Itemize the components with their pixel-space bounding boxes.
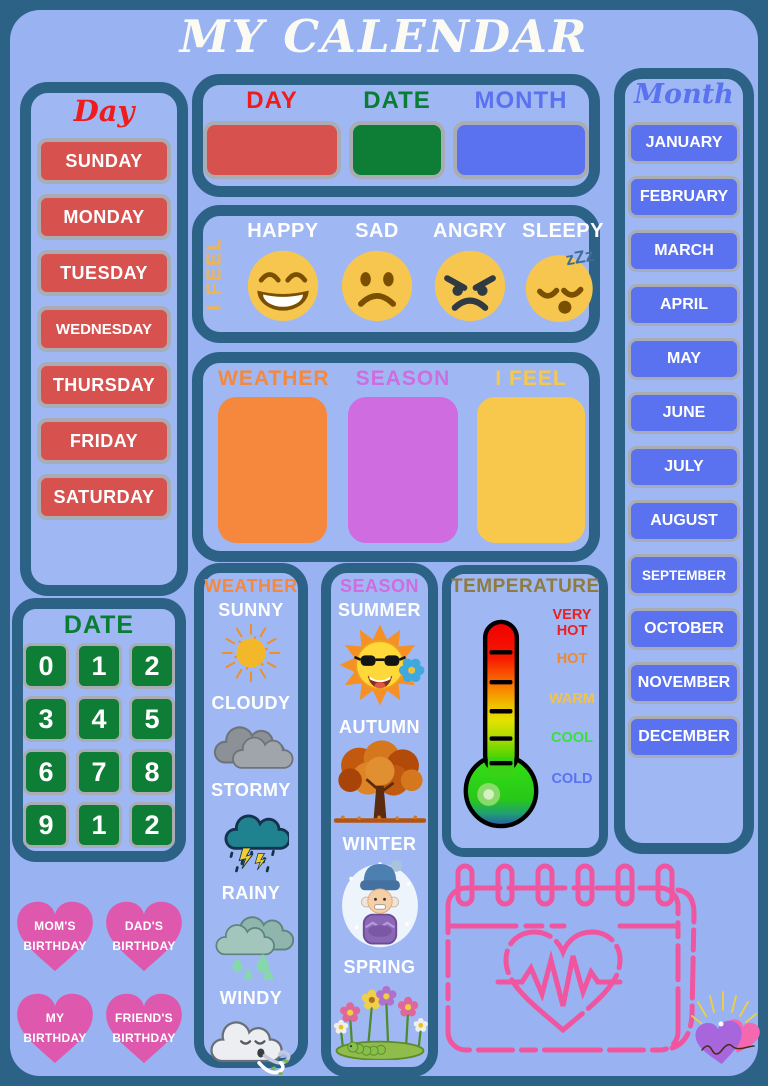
temp-level-cold: COLD bbox=[551, 771, 593, 787]
weather-slot[interactable] bbox=[218, 397, 327, 543]
weather-label: RAINY bbox=[221, 883, 281, 903]
weather-column-title: WEATHER bbox=[204, 576, 298, 596]
date-keypad bbox=[23, 643, 175, 848]
feeling-label: ANGRY bbox=[433, 220, 507, 242]
month-button-december[interactable]: DECEMBER bbox=[628, 716, 740, 758]
date-key[interactable]: 8 bbox=[129, 749, 175, 795]
temp-level-very-hot: VERY HOT bbox=[552, 607, 592, 639]
date-key[interactable]: 9 bbox=[23, 802, 69, 848]
day-panel bbox=[20, 82, 188, 596]
season-slot[interactable] bbox=[348, 397, 458, 543]
selector-panel bbox=[192, 74, 600, 197]
weather-item-stormy[interactable] bbox=[204, 780, 298, 880]
feeling-item-sad[interactable] bbox=[331, 216, 423, 328]
temp-level-cool: COOL bbox=[551, 730, 593, 746]
heart-label: FRIEND'S BIRTHDAY bbox=[112, 1011, 176, 1046]
weather-label: SUNNY bbox=[218, 600, 284, 620]
weather-label: STORMY bbox=[211, 780, 291, 800]
happy-emoji-icon bbox=[245, 245, 321, 323]
rain-cloud-icon bbox=[208, 904, 294, 980]
feeling-label: SLEEPY bbox=[522, 220, 604, 242]
sleepy-emoji-icon bbox=[522, 245, 604, 323]
heart-label: MY BIRTHDAY bbox=[23, 1011, 87, 1046]
month-button-april[interactable]: APRIL bbox=[628, 284, 740, 326]
feeling-label: SAD bbox=[355, 220, 399, 242]
day-button-friday[interactable]: FRIDAY bbox=[37, 418, 171, 464]
month-button-november[interactable]: NOVEMBER bbox=[628, 662, 740, 704]
day-panel-title: Day bbox=[73, 94, 135, 128]
weather-label: WINDY bbox=[219, 988, 283, 1008]
date-key[interactable]: 0 bbox=[23, 643, 69, 689]
month-button-august[interactable]: AUGUST bbox=[628, 500, 740, 542]
month-button-january[interactable]: JANUARY bbox=[628, 122, 740, 164]
season-item-spring[interactable] bbox=[331, 957, 428, 1065]
month-button-june[interactable]: JUNE bbox=[628, 392, 740, 434]
date-key[interactable]: 2 bbox=[129, 643, 175, 689]
season-column bbox=[321, 563, 438, 1077]
date-key[interactable]: 2 bbox=[129, 802, 175, 848]
date-key[interactable]: 3 bbox=[23, 696, 69, 742]
feeling-label: HAPPY bbox=[247, 220, 319, 242]
day-button-tuesday[interactable]: TUESDAY bbox=[37, 250, 171, 296]
month-button-july[interactable]: JULY bbox=[628, 446, 740, 488]
month-panel bbox=[614, 68, 754, 854]
thermometer-icon bbox=[457, 602, 545, 846]
season-column-title: SEASON bbox=[339, 576, 420, 596]
birthday-heart-my bbox=[10, 986, 100, 1070]
temperature-panel bbox=[442, 565, 608, 857]
page-title: MY CALENDAR bbox=[179, 10, 589, 63]
day-slot[interactable] bbox=[203, 121, 341, 179]
summer-sun-icon bbox=[333, 621, 427, 709]
feeling-item-happy[interactable] bbox=[237, 216, 329, 328]
storm-cloud-icon bbox=[213, 801, 289, 875]
weather-label: CLOUDY bbox=[211, 693, 291, 713]
month-button-may[interactable]: MAY bbox=[628, 338, 740, 380]
wind-cloud-icon bbox=[207, 1009, 295, 1079]
feelings-panel bbox=[192, 205, 604, 343]
day-button-monday[interactable]: MONDAY bbox=[37, 194, 171, 240]
date-slot[interactable] bbox=[349, 121, 445, 179]
temp-level-hot: HOT bbox=[556, 651, 588, 667]
i-feel-slot[interactable] bbox=[477, 397, 585, 543]
weather-item-rainy[interactable] bbox=[204, 883, 298, 985]
date-key[interactable]: 7 bbox=[76, 749, 122, 795]
month-button-september[interactable]: SEPTEMBER bbox=[628, 554, 740, 596]
birthday-heart-friend bbox=[99, 986, 189, 1070]
selector-day-header: DAY bbox=[246, 87, 298, 114]
temperature-title: TEMPERATURE bbox=[451, 576, 600, 597]
season-label: WINTER bbox=[342, 834, 417, 854]
temp-level-warm: WARM bbox=[549, 691, 595, 707]
weather-column bbox=[194, 563, 308, 1068]
date-key[interactable]: 4 bbox=[76, 696, 122, 742]
date-panel-title: DATE bbox=[63, 611, 135, 639]
day-button-sunday[interactable]: SUNDAY bbox=[37, 138, 171, 184]
date-key[interactable]: 1 bbox=[76, 802, 122, 848]
month-button-march[interactable]: MARCH bbox=[628, 230, 740, 272]
date-key[interactable]: 5 bbox=[129, 696, 175, 742]
season-header: SEASON bbox=[355, 367, 451, 390]
month-button-october[interactable]: OCTOBER bbox=[628, 608, 740, 650]
month-slot[interactable] bbox=[453, 121, 589, 179]
zzz-text: zZz bbox=[563, 245, 596, 270]
birthday-heart-dad bbox=[99, 894, 189, 978]
heart-label: MOM'S BIRTHDAY bbox=[23, 919, 87, 954]
weather-item-sunny[interactable] bbox=[204, 600, 298, 690]
feeling-item-sleepy[interactable] bbox=[517, 216, 609, 328]
season-item-autumn[interactable] bbox=[331, 717, 428, 831]
weather-header: WEATHER bbox=[218, 367, 330, 390]
day-button-thursday[interactable]: THURSDAY bbox=[37, 362, 171, 408]
feeling-item-angry[interactable] bbox=[424, 216, 516, 328]
season-label: SPRING bbox=[343, 957, 416, 977]
season-label: SUMMER bbox=[338, 600, 421, 620]
category-panel bbox=[192, 352, 600, 562]
sun-icon bbox=[216, 621, 286, 685]
i-feel-header: I FEEL bbox=[495, 367, 567, 390]
season-item-summer[interactable] bbox=[331, 600, 428, 714]
autumn-tree-icon bbox=[332, 738, 428, 826]
month-panel-title: Month bbox=[634, 79, 734, 110]
weather-item-cloudy[interactable] bbox=[204, 693, 298, 777]
month-button-february[interactable]: FEBRUARY bbox=[628, 176, 740, 218]
season-item-winter[interactable] bbox=[331, 834, 428, 954]
spring-flowers-icon bbox=[332, 978, 428, 1060]
date-key[interactable]: 6 bbox=[23, 749, 69, 795]
day-button-wednesday[interactable]: WEDNESDAY bbox=[37, 306, 171, 352]
heart-label: DAD'S BIRTHDAY bbox=[112, 919, 176, 954]
date-panel bbox=[12, 598, 186, 862]
winter-child-icon bbox=[337, 855, 423, 949]
season-label: AUTUMN bbox=[339, 717, 420, 737]
clouds-icon bbox=[207, 714, 295, 772]
i-feel-side-label: I FEEL bbox=[203, 236, 226, 311]
weather-item-windy[interactable] bbox=[204, 988, 298, 1084]
day-button-saturday[interactable]: SATURDAY bbox=[37, 474, 171, 520]
date-key[interactable]: 1 bbox=[76, 643, 122, 689]
angry-emoji-icon bbox=[432, 245, 508, 323]
maker-logo-hearts-icon bbox=[690, 986, 764, 1082]
birthday-heart-mom bbox=[10, 894, 100, 978]
sad-emoji-icon bbox=[339, 245, 415, 323]
selector-month-header: MONTH bbox=[474, 87, 568, 114]
selector-date-header: DATE bbox=[363, 87, 431, 114]
